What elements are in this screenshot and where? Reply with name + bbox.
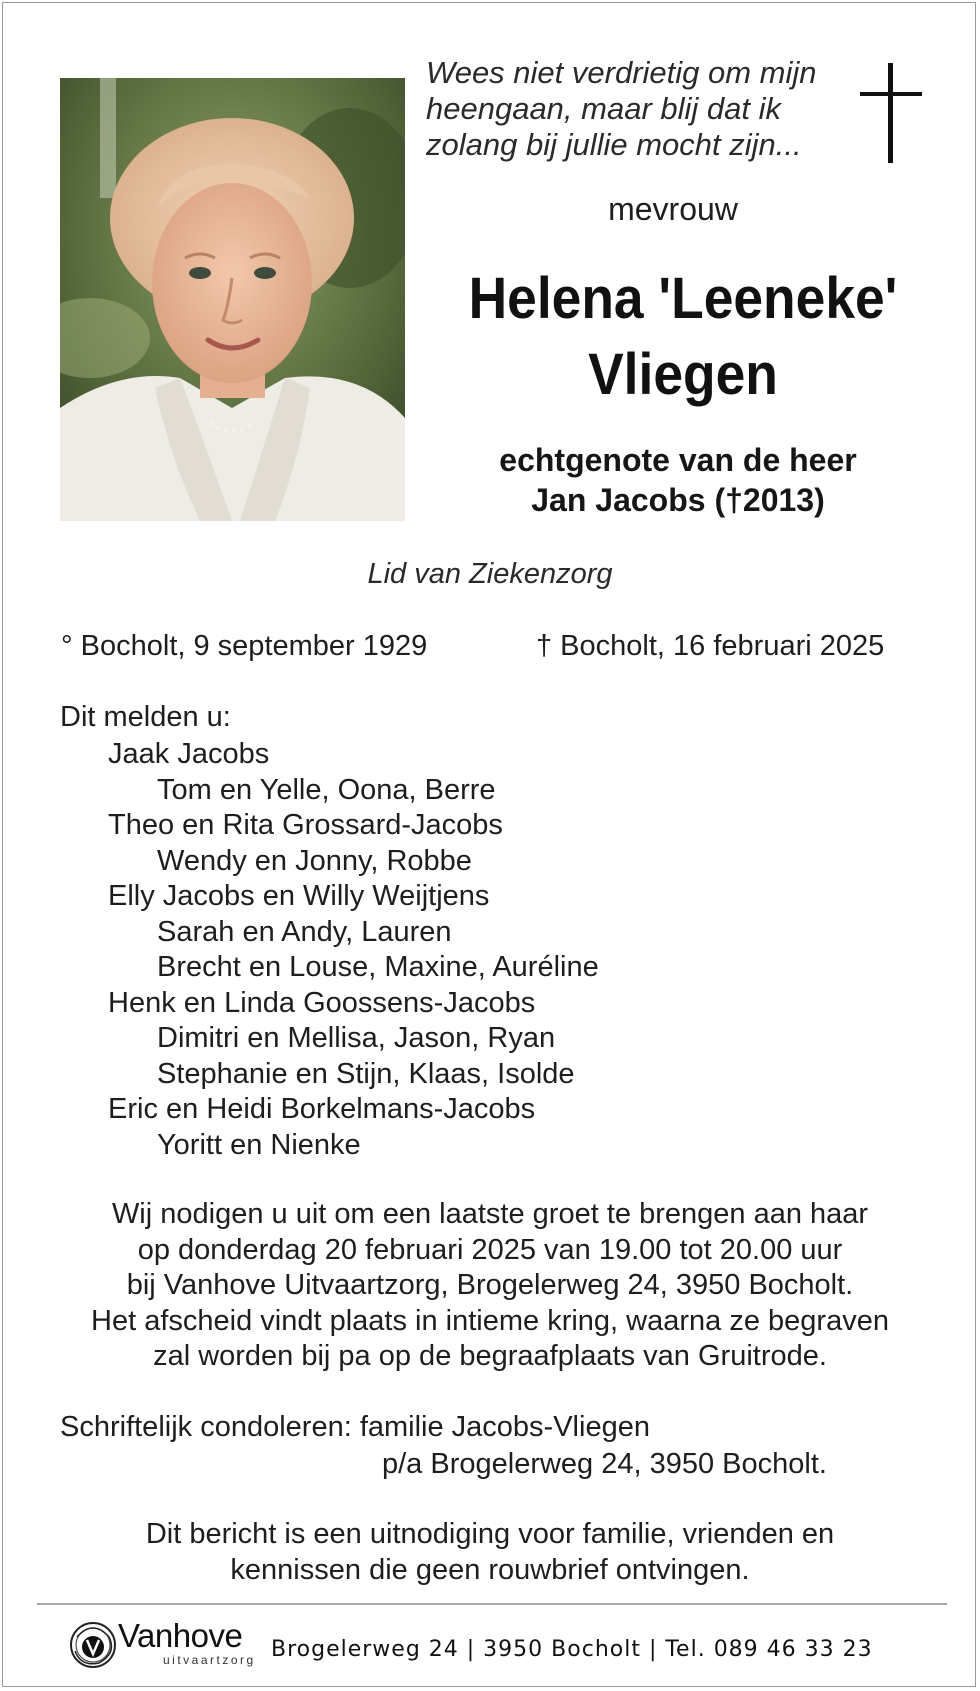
portrait-illustration [60,78,405,521]
notice-line: kennissen die geen rouwbrief ontvingen. [230,1553,750,1586]
death-info: † Bocholt, 16 februari 2025 [536,630,885,662]
spouse-info [423,440,933,520]
family-grandchildren: Dimitri en Mellisa, Jason, Ryan [157,1022,556,1054]
quote-line: Wees niet verdrietig om mijn [426,55,817,90]
condolence-line: Schriftelijk condoleren: familie Jacobs-Vliegen [60,1411,650,1443]
cross-icon [860,63,922,163]
obituary-card [2,2,976,1687]
funeral-home-contact: Brogelerweg 24 | 3950 Bocholt | Tel. 089 46 33 23 [271,1637,873,1662]
vanhove-logo-icon [65,1615,125,1675]
quote-line: heengaan, maar blij dat ik [426,91,782,126]
family-member: Henk en Linda Goossens-Jacobs [108,986,536,1019]
name-line: Helena 'Leeneke' [468,266,898,331]
invitation-line: op donderdag 20 februari 2025 van 19.00 tot 20.00 uur [137,1233,843,1266]
spouse-line: echtgenote van de heer [499,442,857,478]
condolence-address: p/a Brogelerweg 24, 3950 Bocholt. [382,1448,827,1480]
family-grandchildren: Wendy en Jonny, Robbe [157,844,472,877]
invitation-line: Het afscheid vindt plaats in intieme kring, waarna ze begraven [91,1304,889,1337]
funeral-home-name: Vanhove [118,1617,243,1654]
funeral-home-subtitle: uitvaartzorg [163,1653,256,1667]
family-list [60,737,599,1163]
family-grandchildren: Sarah en Andy, Lauren [157,915,452,948]
family-member: Elly Jacobs en Willy Weijtjens [108,880,490,912]
family-member: Eric en Heidi Borkelmans-Jacobs [108,1093,536,1125]
membership: Lid van Ziekenzorg [367,558,613,590]
family-grandchildren: Brecht en Louse, Maxine, Auréline [157,951,599,983]
honorific: mevrouw [608,191,738,227]
announce-intro: Dit melden u: [60,701,231,733]
notice-line: Dit bericht is een uitnodiging voor familie, vrienden en [145,1518,835,1550]
condolence-info [60,1409,827,1483]
memorial-quote [426,55,846,163]
spouse-line: Jan Jacobs (†2013) [531,482,825,518]
family-member: Theo en Rita Grossard-Jacobs [108,809,503,841]
family-grandchildren: Stephanie en Stijn, Klaas, Isolde [157,1057,575,1090]
quote-line: zolang bij jullie mocht zijn... [426,127,802,162]
invitation-line: zal worden bij pa op de begraafplaats van Gruitrode. [153,1340,827,1372]
invitation-text [43,1197,937,1375]
family-grandchildren: Tom en Yelle, Oona, Berre [157,773,496,806]
name-line: Vliegen [588,342,778,407]
family-grandchildren: Yoritt en Nienke [157,1128,361,1161]
family-member: Jaak Jacobs [108,738,270,770]
notice-text [43,1517,937,1588]
portrait-photo [60,78,405,521]
invitation-line: bij Vanhove Uitvaartzorg, Brogelerweg 24, 3950 Bocholt. [126,1269,854,1301]
birth-info: ° Bocholt, 9 september 1929 [61,630,428,662]
deceased-name [435,261,932,413]
divider [37,1603,947,1605]
invitation-line: Wij nodigen u uit om een laatste groet te brengen aan haar [111,1198,869,1230]
